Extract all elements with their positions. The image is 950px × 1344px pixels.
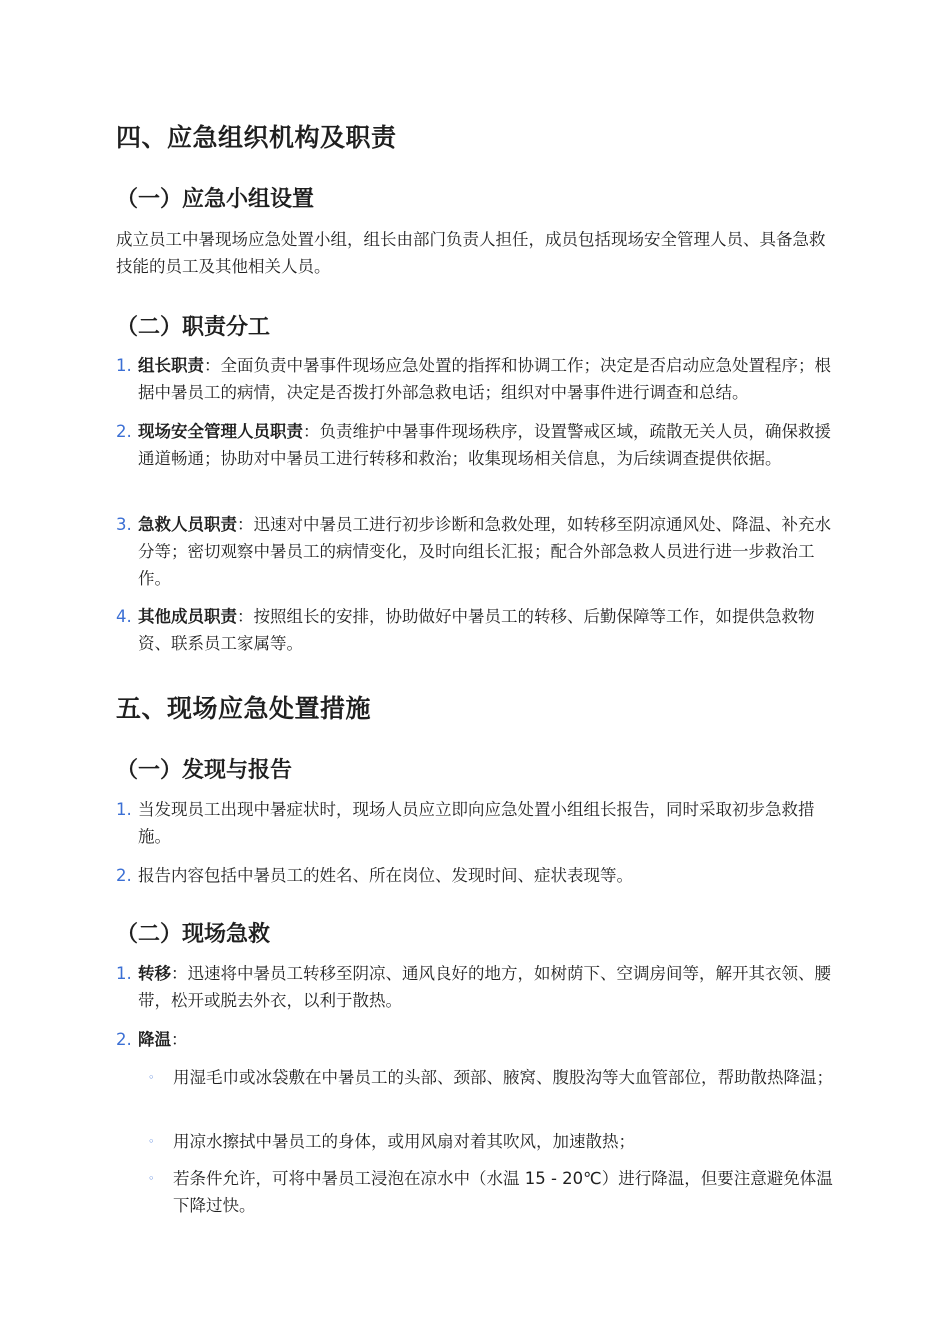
- sub-bullet-item: [148, 1165, 838, 1219]
- list-item: [116, 960, 838, 1014]
- bullet-circle-icon: ◦: [148, 1135, 155, 1148]
- list-number: 2.: [116, 1030, 132, 1049]
- bullet-circle-icon: ◦: [148, 1172, 155, 1185]
- list-item-text: 报告内容包括中暑员工的姓名、所在岗位、发现时间、症状表现等。: [138, 866, 633, 885]
- list-item: [116, 603, 838, 657]
- list-item-text: ：: [171, 1030, 188, 1049]
- section4-title: 四、应急组织机构及职责: [116, 123, 397, 152]
- sub-bullet-text: 用湿毛巾或冰袋敷在中暑员工的头部、颈部、腋窝、腹股沟等大血管部位，帮助散热降温；: [173, 1068, 833, 1087]
- list-item-text: ：按照组长的安排，协助做好中暑员工的转移、后勤保障等工作，如提供急救物资、联系员工家属等。: [138, 607, 815, 653]
- list-number: 1.: [116, 356, 132, 375]
- section5-sub1-title: （一）发现与报告: [116, 758, 293, 783]
- sub-bullet-text: 若条件允许，可将中暑员工浸泡在凉水中（水温 15 - 20℃）进行降温，但要注意避免体温下降过快。: [173, 1169, 833, 1215]
- list-number: 1.: [116, 964, 132, 983]
- list-item-text: ：负责维护中暑事件现场秩序，设置警戒区域，疏散无关人员，确保救援通道畅通；协助对中暑员工进行转移和救治；收集现场相关信息，为后续调查提供依据。: [138, 422, 831, 468]
- list-item: [116, 511, 838, 592]
- section5-sub2-title: （二）现场急救: [116, 922, 271, 947]
- sub-bullet-item: [148, 1128, 838, 1155]
- list-number: 2.: [116, 422, 132, 441]
- section4-sub1-paragraph: 成立员工中暑现场应急处置小组，组长由部门负责人担任，成员包括现场安全管理人员、具备急救技能的员工及其他相关人员。: [116, 230, 826, 276]
- list-item-label: 降温: [138, 1030, 171, 1049]
- list-item-label: 其他成员职责: [138, 607, 237, 626]
- list-item: [116, 352, 838, 406]
- section4-sub1-title: （一）应急小组设置: [116, 187, 315, 212]
- list-number: 4.: [116, 607, 132, 626]
- section4-sub2-title: （二）职责分工: [116, 315, 271, 340]
- list-item-text: 当发现员工出现中暑症状时，现场人员应立即向应急处置小组组长报告，同时采取初步急救措施。: [138, 800, 815, 846]
- list-item-text: ：迅速对中暑员工进行初步诊断和急救处理，如转移至阴凉通风处、降温、补充水分等；密切观察中暑员工的病情变化，及时向组长汇报；配合外部急救人员进行进一步救治工作。: [138, 515, 831, 588]
- list-item: [116, 862, 838, 889]
- list-number: 1.: [116, 800, 132, 819]
- list-item-label: 现场安全管理人员职责: [138, 422, 303, 441]
- list-item-text: ：迅速将中暑员工转移至阴凉、通风良好的地方，如树荫下、空调房间等，解开其衣领、腰带，松开或脱去外衣，以利于散热。: [138, 964, 831, 1010]
- list-item: [116, 796, 838, 850]
- section5-title: 五、现场应急处置措施: [116, 694, 372, 723]
- bullet-circle-icon: ◦: [148, 1071, 155, 1084]
- list-number: 3.: [116, 515, 132, 534]
- sub-bullet-text: 用凉水擦拭中暑员工的身体，或用风扇对着其吹风，加速散热；: [173, 1132, 635, 1151]
- list-item-label: 组长职责: [138, 356, 204, 375]
- list-number: 2.: [116, 866, 132, 885]
- list-item: [116, 418, 838, 472]
- sub-bullet-item: [148, 1064, 838, 1091]
- list-item-label: 急救人员职责: [138, 515, 237, 534]
- list-item-label: 转移: [138, 964, 171, 983]
- list-item-text: ：全面负责中暑事件现场应急处置的指挥和协调工作；决定是否启动应急处置程序；根据中暑员工的病情，决定是否拨打外部急救电话；组织对中暑事件进行调查和总结。: [138, 356, 831, 402]
- list-item: [116, 1026, 838, 1053]
